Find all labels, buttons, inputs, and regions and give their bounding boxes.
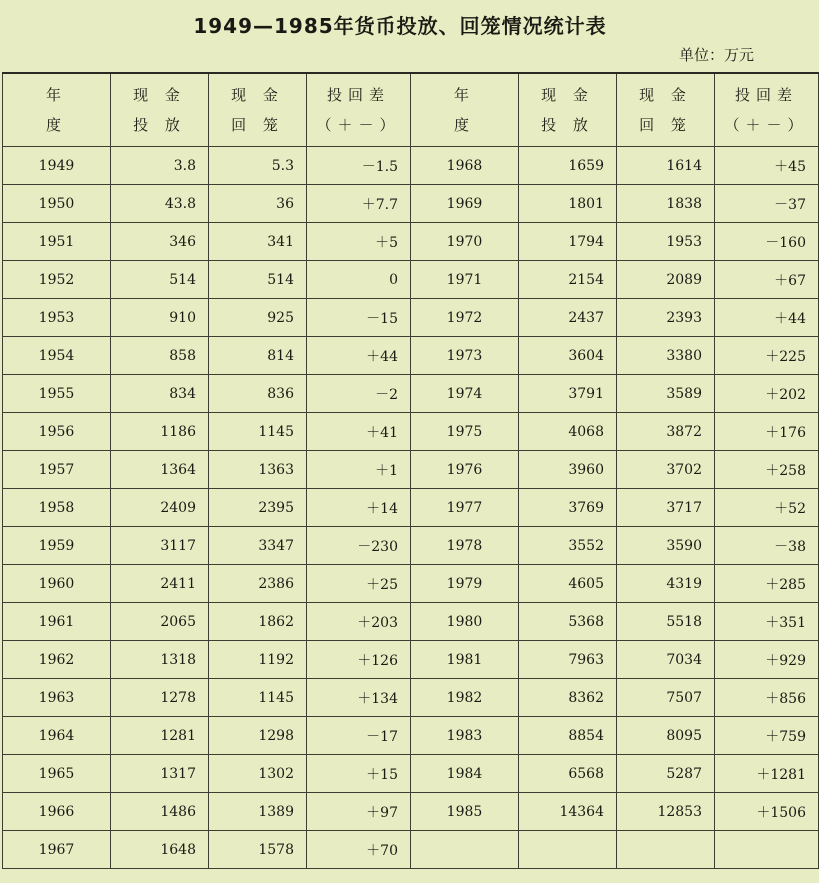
cell-withdraw: 5287 (617, 755, 715, 793)
cell-diff: ＋203 (307, 603, 411, 641)
cell-withdraw: 2386 (209, 565, 307, 603)
cell-diff: ＋70 (307, 831, 411, 869)
unit-label: 单位：万元 (678, 46, 754, 64)
page-title: 1949—1985年货币投放、回笼情况统计表 (193, 14, 607, 38)
cell-year: 1955 (3, 375, 111, 413)
table-row (3, 641, 819, 679)
cell-diff: ＋45 (715, 147, 819, 185)
cell-issue: 5368 (519, 603, 617, 641)
cell-withdraw: 36 (209, 185, 307, 223)
cell-issue: 858 (111, 337, 209, 375)
cell-year: 1973 (411, 337, 519, 375)
table-row (3, 451, 819, 489)
header-cash-withdrawal: 现 金 回 笼 (617, 73, 715, 147)
cell-diff: ＋5 (307, 223, 411, 261)
cell-year: 1959 (3, 527, 111, 565)
cell-year: 1953 (3, 299, 111, 337)
cell-withdraw: 1145 (209, 413, 307, 451)
cell-diff: －17 (307, 717, 411, 755)
cell-year: 1971 (411, 261, 519, 299)
cell-diff: ＋258 (715, 451, 819, 489)
cell-withdraw: 2395 (209, 489, 307, 527)
cell-year: 1950 (3, 185, 111, 223)
header-difference: 投回差 （＋－） (307, 73, 411, 147)
cell-issue: 1801 (519, 185, 617, 223)
cell-year: 1985 (411, 793, 519, 831)
cell-diff: ＋1506 (715, 793, 819, 831)
cell-withdraw: 3380 (617, 337, 715, 375)
cell-year: 1967 (3, 831, 111, 869)
cell-withdraw: 1145 (209, 679, 307, 717)
cell-year: 1983 (411, 717, 519, 755)
table-row (3, 337, 819, 375)
cell-year: 1976 (411, 451, 519, 489)
cell-withdraw: 3872 (617, 413, 715, 451)
cell-diff: ＋25 (307, 565, 411, 603)
cell-withdraw: 2089 (617, 261, 715, 299)
cell-diff: －15 (307, 299, 411, 337)
cell-issue: 1794 (519, 223, 617, 261)
cell-year: 1978 (411, 527, 519, 565)
cell-diff: ＋176 (715, 413, 819, 451)
cell-withdraw: 836 (209, 375, 307, 413)
cell-diff: －230 (307, 527, 411, 565)
cell-issue: 8362 (519, 679, 617, 717)
cell-withdraw: 3347 (209, 527, 307, 565)
cell-issue: 3791 (519, 375, 617, 413)
table-row (3, 793, 819, 831)
cell-withdraw: 925 (209, 299, 307, 337)
table-row (3, 261, 819, 299)
cell-diff: ＋225 (715, 337, 819, 375)
cell-issue: 2154 (519, 261, 617, 299)
cell-year: 1961 (3, 603, 111, 641)
cell-withdraw: 1363 (209, 451, 307, 489)
cell-issue: 2437 (519, 299, 617, 337)
cell-year: 1957 (3, 451, 111, 489)
header-year: 年 度 (411, 73, 519, 147)
cell-issue: 1364 (111, 451, 209, 489)
cell-issue: 1659 (519, 147, 617, 185)
cell-diff: ＋202 (715, 375, 819, 413)
cell-diff: ＋52 (715, 489, 819, 527)
cell-diff: －2 (307, 375, 411, 413)
cell-year: 1954 (3, 337, 111, 375)
cell-issue: 514 (111, 261, 209, 299)
cell-issue: 1648 (111, 831, 209, 869)
cell-withdraw: 1953 (617, 223, 715, 261)
table-row (3, 185, 819, 223)
cell-diff: ＋929 (715, 641, 819, 679)
cell-year: 1970 (411, 223, 519, 261)
table-row (3, 831, 819, 869)
cell-year: 1956 (3, 413, 111, 451)
cell-issue (519, 831, 617, 869)
cell-issue: 1186 (111, 413, 209, 451)
cell-issue: 6568 (519, 755, 617, 793)
table-row (3, 603, 819, 641)
cell-withdraw: 1302 (209, 755, 307, 793)
cell-issue: 43.8 (111, 185, 209, 223)
cell-issue: 3960 (519, 451, 617, 489)
cell-year: 1962 (3, 641, 111, 679)
cell-year: 1972 (411, 299, 519, 337)
cell-diff: ＋856 (715, 679, 819, 717)
header-row (3, 73, 819, 147)
table-row (3, 299, 819, 337)
cell-diff: ＋67 (715, 261, 819, 299)
header-cash-issue: 现 金 投 放 (519, 73, 617, 147)
cell-withdraw: 1862 (209, 603, 307, 641)
cell-withdraw: 1614 (617, 147, 715, 185)
cell-issue: 3604 (519, 337, 617, 375)
cell-withdraw: 1192 (209, 641, 307, 679)
header-cash-withdrawal: 现 金 回 笼 (209, 73, 307, 147)
cell-diff: ＋1281 (715, 755, 819, 793)
cell-withdraw (617, 831, 715, 869)
header-year: 年 度 (3, 73, 111, 147)
cell-year: 1982 (411, 679, 519, 717)
cell-diff: ＋126 (307, 641, 411, 679)
cell-issue: 1317 (111, 755, 209, 793)
table-row (3, 679, 819, 717)
cell-diff: －37 (715, 185, 819, 223)
cell-year: 1981 (411, 641, 519, 679)
table-header (3, 73, 819, 147)
cell-year: 1977 (411, 489, 519, 527)
statistics-table (2, 72, 819, 869)
cell-withdraw: 341 (209, 223, 307, 261)
cell-withdraw: 12853 (617, 793, 715, 831)
cell-withdraw: 3589 (617, 375, 715, 413)
table-row (3, 147, 819, 185)
cell-year: 1958 (3, 489, 111, 527)
cell-withdraw: 1298 (209, 717, 307, 755)
cell-year: 1960 (3, 565, 111, 603)
cell-year (411, 831, 519, 869)
cell-year: 1974 (411, 375, 519, 413)
table-row (3, 413, 819, 451)
cell-withdraw: 5518 (617, 603, 715, 641)
cell-withdraw: 1578 (209, 831, 307, 869)
table-row (3, 527, 819, 565)
cell-withdraw: 7034 (617, 641, 715, 679)
cell-diff: ＋41 (307, 413, 411, 451)
cell-diff: ＋14 (307, 489, 411, 527)
cell-year: 1951 (3, 223, 111, 261)
cell-year: 1984 (411, 755, 519, 793)
cell-withdraw: 1389 (209, 793, 307, 831)
cell-year: 1979 (411, 565, 519, 603)
cell-withdraw: 514 (209, 261, 307, 299)
cell-withdraw: 7507 (617, 679, 715, 717)
cell-diff: －38 (715, 527, 819, 565)
cell-issue: 1486 (111, 793, 209, 831)
cell-diff: ＋351 (715, 603, 819, 641)
cell-issue: 4068 (519, 413, 617, 451)
cell-issue: 3769 (519, 489, 617, 527)
cell-issue: 3552 (519, 527, 617, 565)
cell-diff: ＋285 (715, 565, 819, 603)
cell-year: 1952 (3, 261, 111, 299)
cell-issue: 1318 (111, 641, 209, 679)
cell-year: 1949 (3, 147, 111, 185)
cell-issue: 834 (111, 375, 209, 413)
cell-diff: ＋7.7 (307, 185, 411, 223)
cell-year: 1969 (411, 185, 519, 223)
cell-diff: ＋1 (307, 451, 411, 489)
table-row (3, 717, 819, 755)
cell-withdraw: 3717 (617, 489, 715, 527)
table-row (3, 223, 819, 261)
table-row (3, 375, 819, 413)
cell-diff: ＋44 (715, 299, 819, 337)
cell-year: 1963 (3, 679, 111, 717)
cell-diff: 0 (307, 261, 411, 299)
cell-diff: ＋97 (307, 793, 411, 831)
cell-withdraw: 3702 (617, 451, 715, 489)
cell-year: 1980 (411, 603, 519, 641)
cell-diff (715, 831, 819, 869)
cell-issue: 2409 (111, 489, 209, 527)
table-row (3, 755, 819, 793)
cell-issue: 1278 (111, 679, 209, 717)
cell-withdraw: 814 (209, 337, 307, 375)
cell-withdraw: 4319 (617, 565, 715, 603)
cell-year: 1964 (3, 717, 111, 755)
table-body (3, 147, 819, 869)
header-difference: 投回差 （＋－） (715, 73, 819, 147)
cell-issue: 7963 (519, 641, 617, 679)
cell-year: 1975 (411, 413, 519, 451)
cell-year: 1968 (411, 147, 519, 185)
cell-diff: －1.5 (307, 147, 411, 185)
cell-issue: 4605 (519, 565, 617, 603)
cell-issue: 14364 (519, 793, 617, 831)
cell-issue: 3.8 (111, 147, 209, 185)
cell-issue: 910 (111, 299, 209, 337)
cell-year: 1965 (3, 755, 111, 793)
cell-issue: 346 (111, 223, 209, 261)
cell-withdraw: 3590 (617, 527, 715, 565)
table-row (3, 565, 819, 603)
cell-diff: ＋15 (307, 755, 411, 793)
cell-diff: －160 (715, 223, 819, 261)
cell-withdraw: 5.3 (209, 147, 307, 185)
cell-diff: ＋44 (307, 337, 411, 375)
cell-year: 1966 (3, 793, 111, 831)
cell-withdraw: 8095 (617, 717, 715, 755)
cell-diff: ＋759 (715, 717, 819, 755)
cell-withdraw: 1838 (617, 185, 715, 223)
cell-issue: 8854 (519, 717, 617, 755)
table-row (3, 489, 819, 527)
header-cash-issue: 现 金 投 放 (111, 73, 209, 147)
cell-diff: ＋134 (307, 679, 411, 717)
cell-issue: 1281 (111, 717, 209, 755)
cell-issue: 3117 (111, 527, 209, 565)
cell-issue: 2411 (111, 565, 209, 603)
cell-withdraw: 2393 (617, 299, 715, 337)
cell-issue: 2065 (111, 603, 209, 641)
